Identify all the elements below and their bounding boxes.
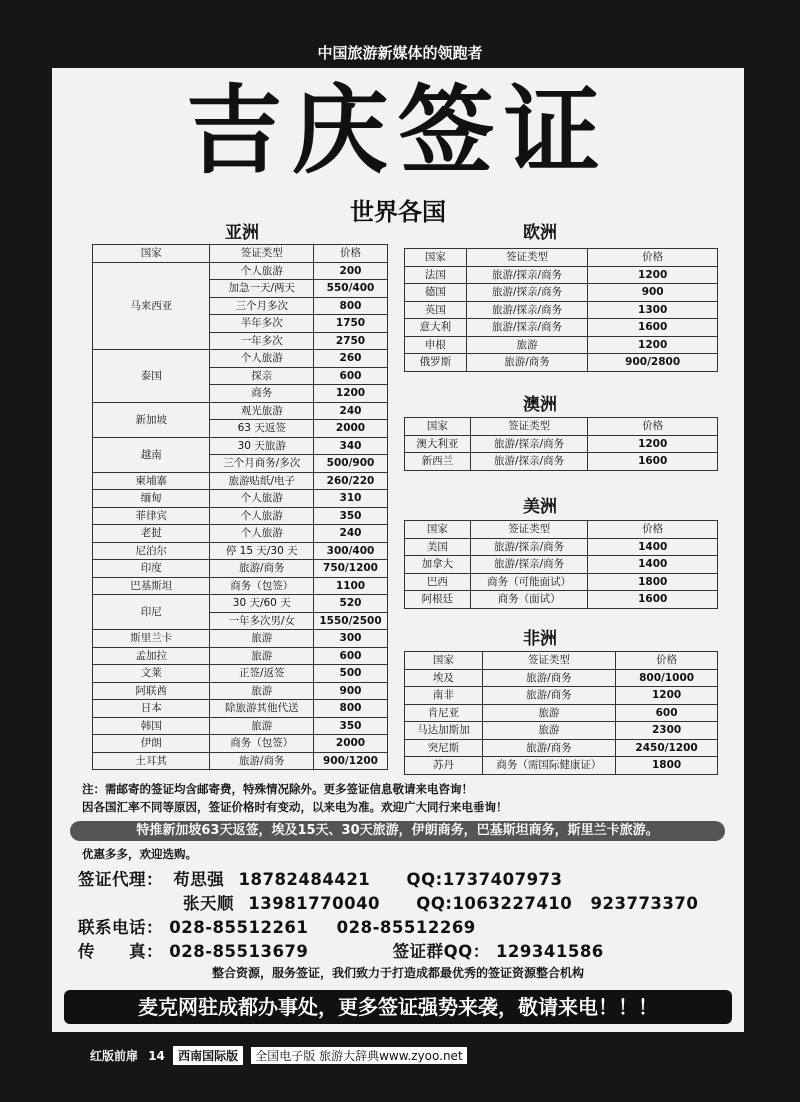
europe-visa-type-cell: 旅游 (466, 336, 588, 354)
africa-country-cell: 马达加斯加 (405, 722, 483, 740)
footer (90, 1046, 467, 1065)
table-row (405, 573, 718, 591)
notes (82, 780, 732, 816)
africa-country-cell: 南非 (405, 687, 483, 705)
americas-country-cell: 加拿大 (405, 556, 471, 574)
europe-visa-type-cell: 旅游/探亲/商务 (466, 301, 588, 319)
note-line-2: 因各国汇率不同等原因，签证价格时有变动，以来电为准。欢迎广大同行来电垂询！ (82, 800, 508, 814)
asia-country-cell: 土耳其 (93, 752, 210, 770)
asia-price-cell: 800 (314, 700, 388, 718)
africa-price-cell: 1200 (616, 687, 718, 705)
agent1-qq: QQ:1737407973 (406, 870, 563, 889)
americas-visa-type-cell: 商务（面试） (470, 591, 588, 609)
africa-visa-type-cell: 商务（需国际健康证） (482, 757, 615, 775)
oceania-header-type: 签证类型 (470, 418, 588, 436)
asia-visa-type-cell: 三个月商务/多次 (210, 455, 314, 473)
americas-title: 美洲 (523, 497, 557, 517)
agent2-qq: QQ:1063227410 (416, 894, 573, 913)
asia-visa-type-cell: 个人旅游 (210, 262, 314, 280)
asia-visa-type-cell: 探亲 (210, 367, 314, 385)
asia-visa-type-cell: 个人旅游 (210, 350, 314, 368)
asia-price-cell: 240 (314, 402, 388, 420)
americas-visa-type-cell: 旅游/探亲/商务 (470, 538, 588, 556)
africa-price-cell: 2300 (616, 722, 718, 740)
table-row (405, 556, 718, 574)
europe-header-country: 国家 (405, 249, 467, 267)
asia-visa-type-cell: 旅游/商务 (210, 560, 314, 578)
table-row (405, 704, 718, 722)
asia-country-cell: 柬埔寨 (93, 472, 210, 490)
asia-price-cell: 1200 (314, 385, 388, 403)
africa-price-cell: 800/1000 (616, 669, 718, 687)
asia-visa-type-cell: 个人旅游 (210, 525, 314, 543)
table-row (93, 560, 388, 578)
americas-price-cell: 1400 (588, 538, 718, 556)
table-row (93, 437, 388, 455)
table-row (405, 591, 718, 609)
asia-price-cell: 900/1200 (314, 752, 388, 770)
asia-price-cell: 2750 (314, 332, 388, 350)
footer-edition-tag: 西南国际版 (173, 1046, 243, 1065)
americas-country-cell: 美国 (405, 538, 471, 556)
europe-country-cell: 意大利 (405, 319, 467, 337)
oceania-country-cell: 新西兰 (405, 453, 471, 471)
asia-price-cell: 260/220 (314, 472, 388, 490)
europe-country-cell: 俄罗斯 (405, 354, 467, 372)
asia-visa-type-cell: 旅游 (210, 717, 314, 735)
contact-fax (78, 938, 604, 962)
table-row (93, 577, 388, 595)
africa-country-cell: 突尼斯 (405, 739, 483, 757)
tel-2: 028-85512269 (336, 918, 476, 937)
table-row (93, 595, 388, 613)
asia-visa-type-cell: 一年多次 (210, 332, 314, 350)
table-row (93, 507, 388, 525)
europe-price-cell: 1600 (588, 319, 718, 337)
asia-visa-type-cell: 加急一天/两天 (210, 280, 314, 298)
asia-price-cell: 240 (314, 525, 388, 543)
americas-country-cell: 巴西 (405, 573, 471, 591)
africa-visa-type-cell: 旅游 (482, 704, 615, 722)
asia-price-cell: 520 (314, 595, 388, 613)
europe-country-cell: 德国 (405, 284, 467, 302)
oceania-visa-type-cell: 旅游/探亲/商务 (470, 453, 588, 471)
oceania-country-cell: 澳大利亚 (405, 435, 471, 453)
agent2-phone: 13981770040 (248, 894, 381, 913)
advertisement-page (52, 68, 744, 1032)
asia-price-cell: 800 (314, 297, 388, 315)
americas-header-country: 国家 (405, 521, 471, 539)
europe-visa-table (404, 248, 718, 372)
asia-country-cell: 新加坡 (93, 402, 210, 437)
asia-country-cell: 印度 (93, 560, 210, 578)
group-qq: 129341586 (495, 942, 604, 961)
asia-country-cell: 阿联酋 (93, 682, 210, 700)
africa-country-cell: 苏丹 (405, 757, 483, 775)
oceania-visa-type-cell: 旅游/探亲/商务 (470, 435, 588, 453)
asia-visa-type-cell: 除旅游其他代送 (210, 700, 314, 718)
asia-visa-table (92, 244, 388, 770)
asia-country-cell: 日本 (93, 700, 210, 718)
contact-agent-1 (78, 866, 563, 890)
asia-visa-type-cell: 商务 (210, 385, 314, 403)
asia-country-cell: 菲律宾 (93, 507, 210, 525)
europe-price-cell: 1200 (588, 336, 718, 354)
asia-country-cell: 尼泊尔 (93, 542, 210, 560)
asia-price-cell: 750/1200 (314, 560, 388, 578)
subheadline: 世界各国 (350, 197, 446, 226)
asia-price-cell: 200 (314, 262, 388, 280)
asia-price-cell: 1750 (314, 315, 388, 333)
asia-visa-type-cell: 30 天旅游 (210, 437, 314, 455)
note-line-1: 注：需邮寄的签证均含邮寄费，特殊情况除外。更多签证信息敬请来电咨询！ (82, 782, 473, 796)
asia-price-cell: 2000 (314, 420, 388, 438)
table-row (93, 752, 388, 770)
asia-price-cell: 500 (314, 665, 388, 683)
asia-price-cell: 1550/2500 (314, 612, 388, 630)
americas-price-cell: 1800 (588, 573, 718, 591)
europe-visa-type-cell: 旅游/探亲/商务 (466, 319, 588, 337)
asia-country-cell: 韩国 (93, 717, 210, 735)
europe-price-cell: 1200 (588, 266, 718, 284)
asia-country-cell: 斯里兰卡 (93, 630, 210, 648)
table-row (93, 490, 388, 508)
asia-visa-type-cell: 63 天返签 (210, 420, 314, 438)
americas-price-cell: 1600 (588, 591, 718, 609)
oceania-price-cell: 1200 (588, 435, 718, 453)
agent1-name: 苟思强 (173, 870, 225, 889)
americas-header-price: 价格 (588, 521, 718, 539)
asia-price-cell: 500/900 (314, 455, 388, 473)
europe-country-cell: 英国 (405, 301, 467, 319)
group-label: 签证群QQ： (392, 942, 490, 961)
asia-price-cell: 600 (314, 367, 388, 385)
europe-price-cell: 900/2800 (588, 354, 718, 372)
fax: 028-85513679 (169, 942, 309, 961)
footer-website: 全国电子版 旅游大辞典www.zyoo.net (251, 1047, 466, 1064)
table-row (405, 301, 718, 319)
asia-country-cell: 伊朗 (93, 735, 210, 753)
table-row (405, 687, 718, 705)
asia-visa-type-cell: 旅游 (210, 630, 314, 648)
bottom-banner: 麦克网驻成都办事处，更多签证强势来袭，敬请来电！！！ (64, 990, 732, 1024)
table-row (405, 435, 718, 453)
table-row (93, 402, 388, 420)
asia-visa-type-cell: 旅游/商务 (210, 752, 314, 770)
europe-price-cell: 1300 (588, 301, 718, 319)
asia-visa-type-cell: 半年多次 (210, 315, 314, 333)
europe-country-cell: 申根 (405, 336, 467, 354)
asia-visa-type-cell: 三个月多次 (210, 297, 314, 315)
table-row (93, 647, 388, 665)
asia-price-cell: 600 (314, 647, 388, 665)
agent2-qq2: 923773370 (590, 894, 699, 913)
welcome-text: 优惠多多，欢迎选购。 (82, 847, 197, 861)
agent-label: 签证代理： (78, 870, 163, 889)
table-row (405, 354, 718, 372)
asia-price-cell: 300/400 (314, 542, 388, 560)
europe-header-price: 价格 (588, 249, 718, 267)
europe-visa-type-cell: 旅游/探亲/商务 (466, 284, 588, 302)
table-row (93, 525, 388, 543)
asia-price-cell: 350 (314, 507, 388, 525)
americas-price-cell: 1400 (588, 556, 718, 574)
africa-visa-type-cell: 旅游 (482, 722, 615, 740)
asia-price-cell: 300 (314, 630, 388, 648)
footer-page-number: 14 (148, 1049, 165, 1063)
asia-header-country: 国家 (93, 245, 210, 263)
asia-price-cell: 1100 (314, 577, 388, 595)
table-row (405, 319, 718, 337)
americas-header-type: 签证类型 (470, 521, 588, 539)
agent2-name: 张天顺 (183, 894, 234, 913)
asia-visa-type-cell: 个人旅游 (210, 490, 314, 508)
table-row (405, 453, 718, 471)
africa-visa-type-cell: 旅游/商务 (482, 739, 615, 757)
asia-price-cell: 550/400 (314, 280, 388, 298)
top-banner: 中国旅游新媒体的领跑者 (317, 44, 483, 62)
table-row (405, 722, 718, 740)
asia-country-cell: 泰国 (93, 350, 210, 403)
asia-country-cell: 马来西亚 (93, 262, 210, 350)
africa-visa-type-cell: 旅游/商务 (482, 669, 615, 687)
asia-visa-type-cell: 停 15 天/30 天 (210, 542, 314, 560)
asia-country-cell: 老挝 (93, 525, 210, 543)
asia-price-cell: 310 (314, 490, 388, 508)
asia-country-cell: 巴基斯坦 (93, 577, 210, 595)
asia-price-cell: 350 (314, 717, 388, 735)
asia-country-cell: 越南 (93, 437, 210, 472)
africa-price-cell: 600 (616, 704, 718, 722)
promo-banner: 特推新加坡63天返签，埃及15天、30天旅游，伊朗商务，巴基斯坦商务，斯里兰卡旅游。 (70, 821, 725, 841)
asia-country-cell: 缅甸 (93, 490, 210, 508)
africa-header-price: 价格 (616, 652, 718, 670)
oceania-header-price: 价格 (588, 418, 718, 436)
oceania-price-cell: 1600 (588, 453, 718, 471)
table-row (405, 739, 718, 757)
fax-label: 传 真： (78, 942, 163, 961)
asia-header-type: 签证类型 (210, 245, 314, 263)
table-row (93, 665, 388, 683)
oceania-visa-table (404, 417, 718, 471)
asia-price-cell: 260 (314, 350, 388, 368)
asia-visa-type-cell: 30 天/60 天 (210, 595, 314, 613)
asia-price-cell: 900 (314, 682, 388, 700)
africa-visa-type-cell: 旅游/商务 (482, 687, 615, 705)
asia-title: 亚洲 (225, 223, 259, 243)
asia-visa-type-cell: 一年多次男/女 (210, 612, 314, 630)
africa-country-cell: 埃及 (405, 669, 483, 687)
headline: 吉庆签证 (186, 75, 610, 187)
asia-visa-type-cell: 商务（包签） (210, 735, 314, 753)
asia-visa-type-cell: 观光旅游 (210, 402, 314, 420)
americas-visa-table (404, 520, 718, 609)
asia-visa-type-cell: 旅游 (210, 647, 314, 665)
europe-price-cell: 900 (588, 284, 718, 302)
asia-header-price: 价格 (314, 245, 388, 263)
table-row (93, 472, 388, 490)
asia-visa-type-cell: 旅游 (210, 682, 314, 700)
asia-price-cell: 2000 (314, 735, 388, 753)
europe-title: 欧洲 (523, 223, 557, 243)
africa-header-country: 国家 (405, 652, 483, 670)
asia-visa-type-cell: 正签/返签 (210, 665, 314, 683)
oceania-title: 澳洲 (523, 395, 557, 415)
table-row (93, 682, 388, 700)
europe-header-type: 签证类型 (466, 249, 588, 267)
footer-left: 红版前扉 (90, 1049, 139, 1063)
agent1-phone: 18782484421 (238, 870, 371, 889)
table-row (93, 350, 388, 368)
africa-visa-table (404, 651, 718, 775)
asia-visa-type-cell: 个人旅游 (210, 507, 314, 525)
asia-visa-type-cell: 旅游贴纸/电子 (210, 472, 314, 490)
table-row (93, 735, 388, 753)
table-row (405, 669, 718, 687)
table-row (93, 717, 388, 735)
americas-visa-type-cell: 旅游/探亲/商务 (470, 556, 588, 574)
table-row (405, 538, 718, 556)
table-row (405, 757, 718, 775)
tel-label: 联系电话： (78, 918, 163, 937)
asia-country-cell: 印尼 (93, 595, 210, 630)
asia-country-cell: 孟加拉 (93, 647, 210, 665)
asia-visa-type-cell: 商务（包签） (210, 577, 314, 595)
table-row (93, 262, 388, 280)
contact-agent-2 (183, 890, 698, 914)
africa-title: 非洲 (523, 629, 557, 649)
table-row (405, 336, 718, 354)
africa-header-type: 签证类型 (482, 652, 615, 670)
africa-country-cell: 肯尼亚 (405, 704, 483, 722)
europe-country-cell: 法国 (405, 266, 467, 284)
contact-tel (78, 914, 476, 938)
africa-price-cell: 1800 (616, 757, 718, 775)
americas-visa-type-cell: 商务（可能面试） (470, 573, 588, 591)
tel-1: 028-85512261 (169, 918, 309, 937)
asia-price-cell: 340 (314, 437, 388, 455)
table-row (405, 266, 718, 284)
table-row (93, 542, 388, 560)
mission-statement: 整合资源，服务签证，我们致力于打造成都最优秀的签证资源整合机构 (211, 966, 584, 980)
table-row (93, 700, 388, 718)
europe-visa-type-cell: 旅游/商务 (466, 354, 588, 372)
americas-country-cell: 阿根廷 (405, 591, 471, 609)
asia-country-cell: 文莱 (93, 665, 210, 683)
table-row (405, 284, 718, 302)
europe-visa-type-cell: 旅游/探亲/商务 (466, 266, 588, 284)
africa-price-cell: 2450/1200 (616, 739, 718, 757)
table-row (93, 630, 388, 648)
oceania-header-country: 国家 (405, 418, 471, 436)
